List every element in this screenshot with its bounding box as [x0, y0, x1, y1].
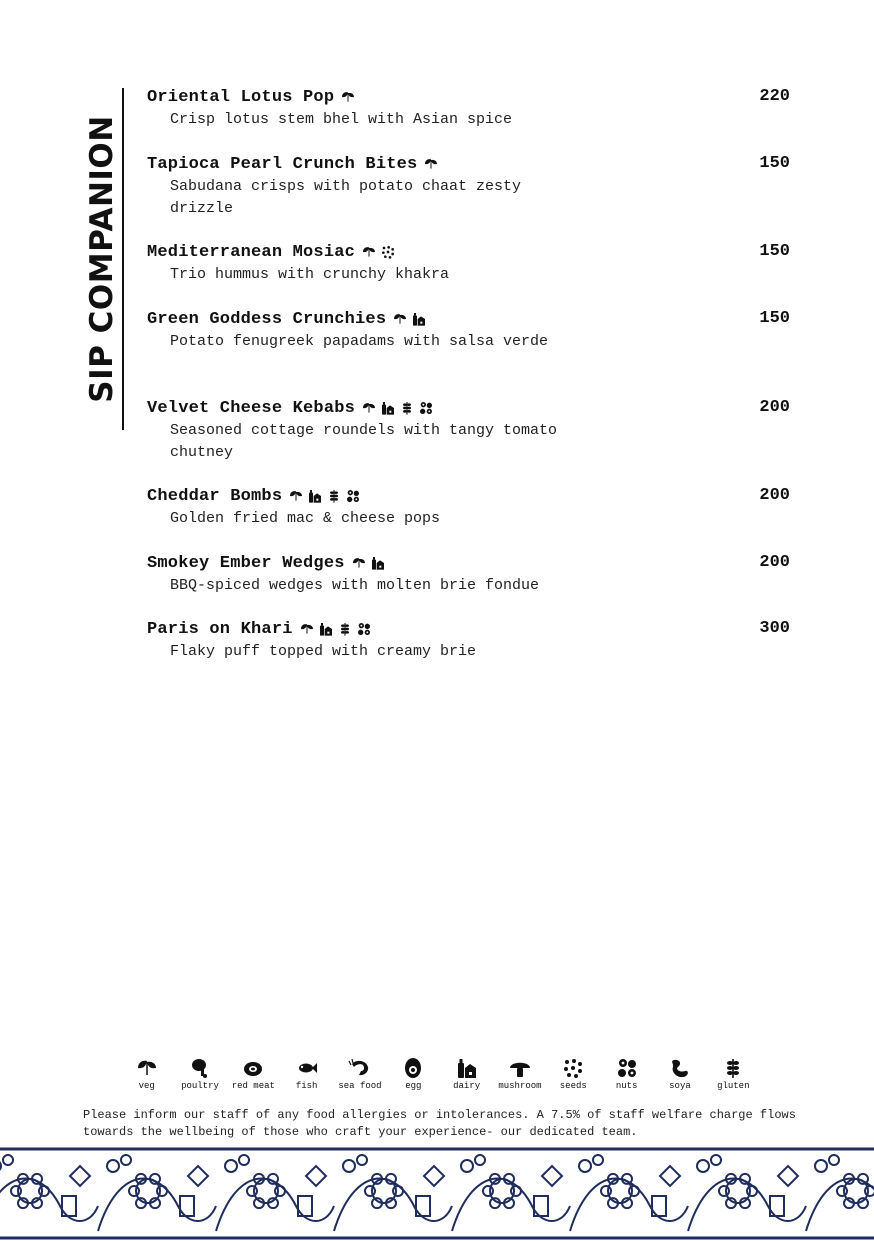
- mushroom-icon: [508, 1056, 532, 1080]
- gluten-icon: [721, 1056, 745, 1080]
- legend-label: soya: [669, 1081, 691, 1091]
- pattern-motif: [357, 1155, 367, 1165]
- legend-label: dairy: [453, 1081, 481, 1091]
- menu-item-price: 150: [759, 242, 790, 261]
- legend-label: poultry: [181, 1081, 219, 1091]
- legend-item-poultry: [173, 1056, 226, 1096]
- menu-item-name: Mediterranean Mosiac: [147, 242, 356, 262]
- gluten-icon: [399, 400, 415, 416]
- pattern-motif: [0, 1160, 1, 1172]
- menu-item-description: Crisp lotus stem bhel with Asian spice: [170, 111, 513, 128]
- veg-icon: [392, 311, 408, 327]
- dietary-icons: [299, 621, 372, 637]
- pattern-motif: [660, 1166, 680, 1186]
- gluten-icon: [337, 621, 353, 637]
- pattern-motif: [579, 1160, 591, 1172]
- menu-item: [147, 241, 792, 286]
- menu-item-name: Tapioca Pearl Crunch Bites: [147, 154, 418, 174]
- pattern-motif: [275, 1186, 285, 1196]
- pattern-motif: [475, 1155, 485, 1165]
- legend-label: sea food: [338, 1081, 382, 1091]
- dietary-icons: [392, 311, 427, 327]
- pattern-motif: [601, 1186, 611, 1196]
- menu-item-price: 150: [759, 309, 790, 328]
- legend-item-soya: [653, 1056, 706, 1096]
- dietary-icons: [351, 555, 386, 571]
- pattern-motif: [461, 1160, 473, 1172]
- legend-item-fish: [280, 1056, 333, 1096]
- menu-item-name: Cheddar Bombs: [147, 486, 283, 506]
- dietary-icons: [340, 89, 356, 105]
- allergy-note: Please inform our staff of any food allergies or intolerances. A 7.5% of staff welfare charge flows towards the wellbeing of those who craft your experience- our dedicated team.: [83, 1108, 796, 1139]
- pattern-motif: [247, 1186, 257, 1196]
- menu-item: [147, 552, 792, 597]
- legend-item-nuts: [600, 1056, 653, 1096]
- seeds-icon: [561, 1056, 585, 1080]
- veg-icon: [423, 156, 439, 172]
- legend-label: veg: [138, 1081, 155, 1091]
- menu-item-description: Flaky puff topped with creamy brie: [170, 643, 477, 660]
- fish-icon: [295, 1056, 319, 1080]
- menu-item-description: Potato fenugreek papadams with salsa verde: [170, 333, 549, 350]
- legend-item-dairy: [440, 1056, 493, 1096]
- pattern-motif: [865, 1186, 874, 1196]
- pattern-motif: [107, 1160, 119, 1172]
- veg-icon: [340, 89, 356, 105]
- pattern-motif: [306, 1166, 326, 1186]
- menu-item-name: Paris on Khari: [147, 619, 293, 639]
- legend-item-veg: [120, 1056, 173, 1096]
- decorative-border: [0, 1146, 874, 1241]
- menu-item-price: 150: [759, 154, 790, 173]
- pattern-motif: [129, 1186, 139, 1196]
- pattern-motif: [239, 1155, 249, 1165]
- legend-label: red meat: [231, 1081, 275, 1091]
- pattern-motif: [11, 1186, 21, 1196]
- section-title: SIP COMPANION: [84, 115, 120, 403]
- pattern-motif: [629, 1186, 639, 1196]
- menu-item-price: 200: [759, 553, 790, 572]
- dietary-icons: [361, 400, 434, 416]
- legend-label: nuts: [615, 1081, 638, 1091]
- pattern-motif: [365, 1186, 375, 1196]
- menu-item: [147, 153, 792, 220]
- pattern-motif: [424, 1166, 444, 1186]
- pattern-motif: [39, 1186, 49, 1196]
- legend-item-mushroom: [493, 1056, 546, 1096]
- menu-item-name: Oriental Lotus Pop: [147, 87, 335, 107]
- pattern-motif: [829, 1155, 839, 1165]
- legend-item-seeds: [547, 1056, 600, 1096]
- pattern-motif: [393, 1186, 403, 1196]
- red-meat-icon: [241, 1056, 265, 1080]
- pattern-motif: [593, 1155, 603, 1165]
- gluten-icon: [326, 488, 342, 504]
- dairy-icon: [380, 400, 396, 416]
- pattern-motif: [3, 1155, 13, 1165]
- pattern-motif: [747, 1186, 757, 1196]
- dairy-icon: [307, 488, 323, 504]
- soya-icon: [668, 1056, 692, 1080]
- menu-item-name: Smokey Ember Wedges: [147, 553, 345, 573]
- veg-icon: [351, 555, 367, 571]
- pattern-motif: [697, 1160, 709, 1172]
- veg-icon: [361, 244, 377, 260]
- dairy-icon: [318, 621, 334, 637]
- menu-item: [147, 308, 792, 353]
- dietary-legend: [120, 1056, 760, 1096]
- pattern-motif: [542, 1166, 562, 1186]
- poultry-icon: [188, 1056, 212, 1080]
- pattern-motif: [121, 1155, 131, 1165]
- legend-label: seeds: [559, 1081, 587, 1091]
- menu-item-price: 220: [759, 87, 790, 106]
- legend-item-sea-food: [333, 1056, 386, 1096]
- menu-item: [147, 86, 792, 131]
- pattern-motif: [225, 1160, 237, 1172]
- legend-label: gluten: [717, 1081, 750, 1091]
- dairy-icon: [370, 555, 386, 571]
- pattern-motif: [343, 1160, 355, 1172]
- legend-label: egg: [405, 1081, 422, 1091]
- legend-item-red-meat: [227, 1056, 280, 1096]
- legend-label: fish: [295, 1081, 318, 1091]
- legend-item-gluten: [707, 1056, 760, 1096]
- seeds-icon: [380, 244, 396, 260]
- pattern-motif: [815, 1160, 827, 1172]
- menu-item: [147, 397, 792, 464]
- pattern-motif: [188, 1166, 208, 1186]
- pattern-motif: [778, 1166, 798, 1186]
- menu-item: [147, 485, 792, 530]
- nuts-icon: [356, 621, 372, 637]
- veg-icon: [135, 1056, 159, 1080]
- veg-icon: [288, 488, 304, 504]
- menu-item-name: Green Goddess Crunchies: [147, 309, 387, 329]
- legend-label: mushroom: [498, 1081, 542, 1091]
- menu-item-price: 300: [759, 619, 790, 638]
- menu-item-name: Velvet Cheese Kebabs: [147, 398, 356, 418]
- pattern-motif: [719, 1186, 729, 1196]
- dietary-icons: [288, 488, 361, 504]
- pattern-motif: [157, 1186, 167, 1196]
- pattern-motif: [483, 1186, 493, 1196]
- menu-item-description: Trio hummus with crunchy khakra: [170, 266, 450, 283]
- menu-item-price: 200: [759, 486, 790, 505]
- menu-item-price: 200: [759, 398, 790, 417]
- section-title-block: [82, 88, 124, 430]
- menu-item-description: BBQ-spiced wedges with molten brie fondue: [170, 577, 540, 594]
- dairy-icon: [411, 311, 427, 327]
- veg-icon: [299, 621, 315, 637]
- egg-icon: [401, 1056, 425, 1080]
- veg-icon: [361, 400, 377, 416]
- pattern-motif: [711, 1155, 721, 1165]
- sea-food-icon: [348, 1056, 372, 1080]
- legend-item-egg: [387, 1056, 440, 1096]
- dairy-icon: [455, 1056, 479, 1080]
- nuts-icon: [345, 488, 361, 504]
- menu-item-description: Seasoned cottage roundels with tangy tomato chutney: [170, 422, 558, 461]
- pattern-motif: [70, 1166, 90, 1186]
- nuts-icon: [418, 400, 434, 416]
- pattern-motif: [511, 1186, 521, 1196]
- dietary-icons: [361, 244, 396, 260]
- menu-item-description: Sabudana crisps with potato chaat zesty drizzle: [170, 178, 522, 217]
- nuts-icon: [615, 1056, 639, 1080]
- dietary-icons: [423, 156, 439, 172]
- menu-item: [147, 618, 792, 663]
- menu-item-description: Golden fried mac & cheese pops: [170, 510, 441, 527]
- pattern-motif: [837, 1186, 847, 1196]
